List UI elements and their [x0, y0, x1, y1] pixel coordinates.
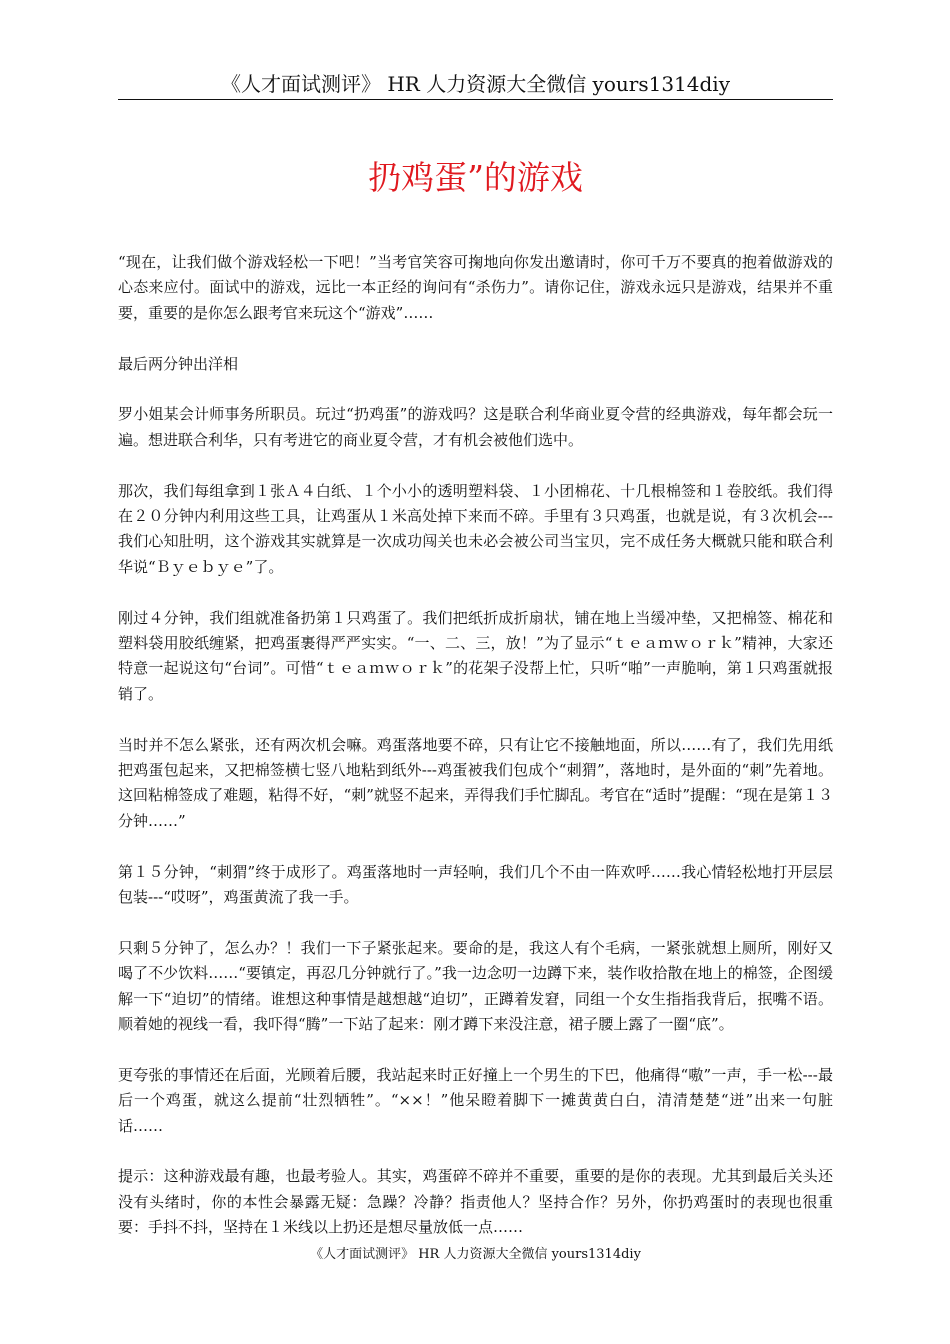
paragraph: 罗小姐某会计师事务所职员。玩过“扔鸡蛋”的游戏吗？这是联合利华商业夏令营的经典游戏，每年都会玩一遍。想进联合利华，只有考进它的商业夏令营，才有机会被他们选中。 [118, 405, 833, 449]
paragraph: 第１５分钟，“刺猬”终于成形了。鸡蛋落地时一声轻响，我们几个不由一阵欢呼……我心情轻松地打开层层包装---“哎呀”，鸡蛋黄流了我一手。 [118, 862, 833, 907]
paragraph: 当时并不怎么紧张，还有两次机会嘛。鸡蛋落地要不碎，只有让它不接触地面，所以……有了，我们先用纸把鸡蛋包起来，又把棉签横七竖八地粘到纸外---鸡蛋被我们包成个“刺猬”，落地时，是外面的“刺”先着地。这回粘棉签成了难题，粘得不好，“刺”就竖不起来，弄得我们手忙脚乱。考官在“适时”提醒：“现在是第１３分钟……” [118, 735, 833, 830]
paragraph: 刚过４分钟，我们组就准备扔第１只鸡蛋了。我们把纸折成折扇状，铺在地上当缓冲垫，又把棉签、棉花和塑料袋用胶纸缠紧，把鸡蛋裹得严严实实。“一、二、三，放！”为了显示“ｔｅａｍｗｏｒｋ”精神，大家还特意一起说这句“台词”。可惜“ｔｅａｍｗｏｒｋ”的花架子没帮上忙，只听“啪”一声脆响，第１只鸡蛋就报销了。 [118, 608, 833, 703]
paragraph-tip: 提示：这种游戏最有趣，也最考验人。其实，鸡蛋碎不碎并不重要，重要的是你的表现。尤其到最后关头还没有头绪时，你的本性会暴露无疑：急躁？冷静？指责他人？坚持合作？另外，你扔鸡蛋时的表现也很重要：手抖不抖，坚持在１米线以上扔还是想尽量放低一点…… [118, 1167, 833, 1237]
article-body [118, 250, 833, 1266]
paragraph: 更夸张的事情还在后面，光顾着后腰，我站起来时正好撞上一个男生的下巴，他痛得“嗷”一声，手一松---最后一个鸡蛋，就这么提前“壮烈牺牲”。“××！”他呆瞪着脚下一摊黄黄白白，清清楚楚“迸”出来一句脏话…… [118, 1065, 833, 1135]
page-footer: 《人才面试测评》 HR 人力资源大全微信 yours1314diy [310, 1247, 641, 1262]
section-heading: 最后两分钟出洋相 [118, 354, 239, 373]
page-header: 《人才面试测评》 HR 人力资源大全微信 yours1314diy [220, 72, 730, 96]
header-divider [118, 99, 833, 100]
document-title: 扔鸡蛋”的游戏 [368, 158, 583, 197]
paragraph: 那次，我们每组拿到１张Ａ４白纸、１个小小的透明塑料袋、１小团棉花、十几根棉签和１卷胶纸。我们得在２０分钟内利用这些工具，让鸡蛋从１米高处掉下来而不碎。手里有３只鸡蛋，也就是说，有３次机会---我们心知肚明，这个游戏其实就算是一次成功闯关也未必会被公司当宝贝，完不成任务大概就只能和联合利华说“Ｂｙｅｂｙｅ”了。 [118, 481, 833, 576]
paragraph: 只剩５分钟了，怎么办？！我们一下子紧张起来。要命的是，我这人有个毛病，一紧张就想上厕所，刚好又喝了不少饮料……“要镇定，再忍几分钟就行了。”我一边念叨一边蹲下来，装作收拾散在地上的棉签，企图缓解一下“迫切”的情绪。谁想这种事情是越想越“迫切”，正蹲着发窘，同组一个女生指指我背后，抿嘴不语。顺着她的视线一看，我吓得“腾”一下站了起来：刚才蹲下来没注意，裙子腰上露了一圈“底”。 [118, 938, 833, 1034]
paragraph-intro: “现在，让我们做个游戏轻松一下吧！”当考官笑容可掬地向你发出邀请时，你可千万不要真的抱着做游戏的心态来应付。面试中的游戏，远比一本正经的询问有“杀伤力”。请你记住，游戏永远只是游戏，结果并不重要，重要的是你怎么跟考官来玩这个“游戏”…… [118, 253, 833, 322]
